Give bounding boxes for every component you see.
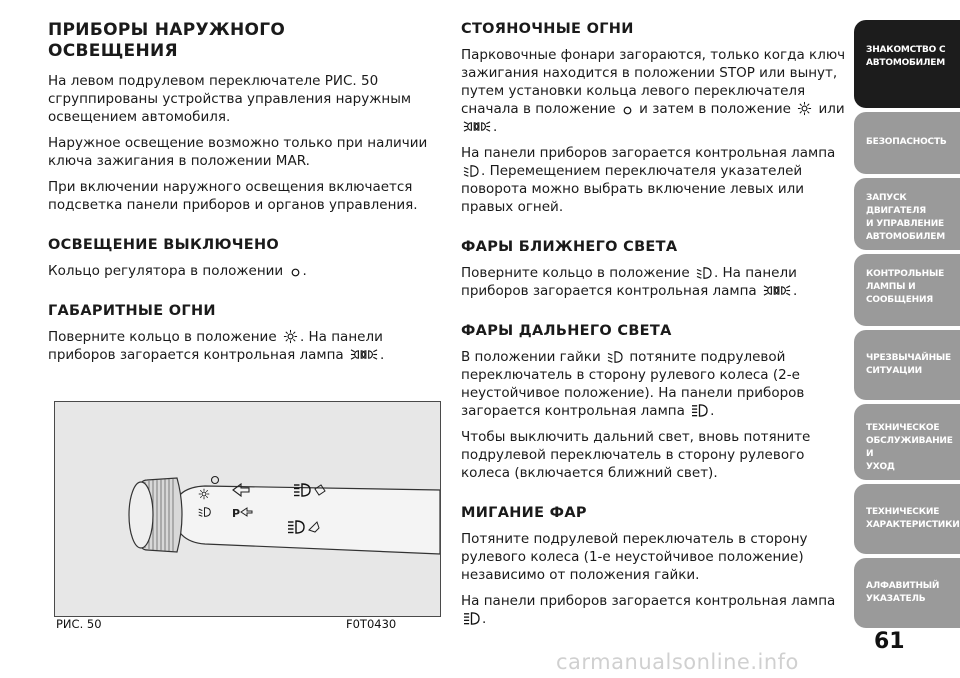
high-beam-icon	[463, 611, 480, 626]
sidebar-item-warning-lights[interactable]: КОНТРОЛЬНЫЕ ЛАМПЫ И СООБЩЕНИЯ	[854, 254, 960, 326]
high-beam-icon	[691, 403, 708, 418]
figure-caption: РИС. 50	[56, 617, 102, 631]
title-line-2: ОСВЕЩЕНИЯ	[48, 41, 178, 61]
section-title	[48, 20, 440, 62]
side-light-icon	[283, 329, 298, 344]
sidebar-item-index[interactable]: АЛФАВИТНЫЙ УКАЗАТЕЛЬ	[854, 558, 960, 628]
ring-off-icon	[290, 267, 301, 278]
svg-text:P: P	[232, 507, 241, 520]
lights-off-text: Кольцо регулятора в положении .	[48, 263, 307, 279]
high-beam-paragraph-1: В положении гайки потяните подрулевой переключатель в сторону рулевого колеса (2-е неустойчивое положение). На панели приборов загорается контрольная лампа .	[461, 349, 805, 419]
side-light-icon	[797, 101, 812, 116]
low-beam-heading: ФАРЫ БЛИЖНЕГО СВЕТА	[461, 239, 678, 255]
flash-paragraph-2: На панели приборов загорается контрольная лампа .	[461, 593, 836, 627]
page-number: 61	[874, 629, 905, 654]
high-beam-paragraph-2: Чтобы выключить дальний свет, вновь потяните подрулевой переключатель в сторону рулевого колеса (включается ближний свет).	[461, 429, 811, 481]
low-beam-icon	[696, 266, 712, 280]
ring-off-icon	[622, 105, 633, 116]
sidebar-item-starting[interactable]: ЗАПУСК ДВИГАТЕЛЯ И УПРАВЛЕНИЕ АВТОМОБИЛЕМ	[854, 178, 960, 250]
right-column	[461, 20, 846, 636]
parking-lights-paragraph-2: На панели приборов загорается контрольная лампа . Перемещением переключателя указателей поворота можно выбрать включение левых или правых огней.	[461, 145, 836, 215]
parking-lights-paragraph-1: Парковочные фонари загораются, только когда ключ зажигания находится в положении STOP или вынут, путем установки кольца левого переключателя сначала в положение и затем в положение или .	[461, 47, 846, 135]
sidebar-item-safety[interactable]: БЕЗОПАСНОСТЬ	[854, 112, 960, 174]
stalk-figure	[54, 401, 441, 617]
title-line-1: ПРИБОРЫ НАРУЖНОГО	[48, 20, 286, 40]
lights-off-heading: ОСВЕЩЕНИЕ ВЫКЛЮЧЕНО	[48, 237, 280, 253]
ignition-paragraph: Наружное освещение возможно только при наличии ключа зажигания в положении MAR.	[48, 135, 428, 169]
sidebar-item-specifications[interactable]: ТЕХНИЧЕСКИЕ ХАРАКТЕРИСТИКИ	[854, 484, 960, 554]
sidebar-item-emergency[interactable]: ЧРЕЗВЫЧАЙНЫЕ СИТУАЦИИ	[854, 330, 960, 400]
high-beam-heading: ФАРЫ ДАЛЬНЕГО СВЕТА	[461, 323, 672, 339]
flash-heading: МИГАНИЕ ФАР	[461, 505, 587, 521]
parking-light-icon	[350, 347, 378, 362]
backlight-paragraph: При включении наружного освещения включается подсветка панели приборов и органов управления.	[48, 179, 418, 213]
watermark: carmanualsonline.info	[556, 650, 799, 674]
left-column	[48, 20, 440, 372]
sidebar-item-maintenance[interactable]: ТЕХНИЧЕСКОЕ ОБСЛУЖИВАНИЕ И УХОД	[854, 404, 960, 480]
parking-light-icon	[763, 283, 791, 298]
low-beam-icon	[463, 164, 479, 178]
side-lights-text: Поверните кольцо в положение . На панели приборов загорается контрольная лампа .	[48, 329, 385, 363]
flash-paragraph-1: Потяните подрулевой переключатель в сторону рулевого колеса (1-е неустойчивое положение) независимо от положения гайки.	[461, 531, 808, 583]
low-beam-text: Поверните кольцо в положение . На панели приборов загорается контрольная лампа .	[461, 265, 798, 299]
figure-code: F0T0430	[346, 617, 397, 631]
light-stalk-illustration	[55, 402, 440, 616]
parking-light-icon	[463, 119, 491, 134]
low-beam-icon	[607, 350, 623, 364]
sidebar-item-intro[interactable]: ЗНАКОМСТВО С АВТОМОБИЛЕМ	[854, 20, 960, 108]
parking-lights-heading: СТОЯНОЧНЫЕ ОГНИ	[461, 21, 634, 37]
side-lights-heading: ГАБАРИТНЫЕ ОГНИ	[48, 303, 216, 319]
intro-paragraph: На левом подрулевом переключателе РИС. 50 сгруппированы устройства управления наружным освещением автомобиля.	[48, 73, 412, 125]
